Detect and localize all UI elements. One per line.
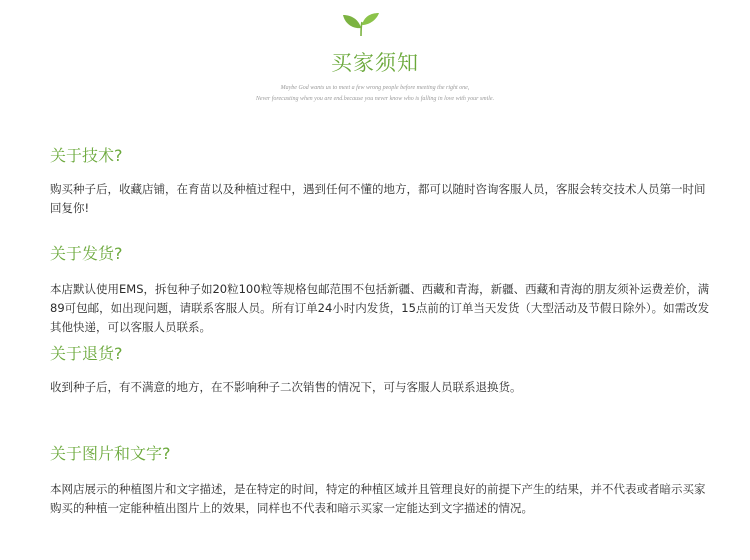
section-body-shipping: 本店默认使用EMS，拆包种子如20粒100粒等规格包邮范围不包括新疆、西藏和青海，新疆、西藏和青海的朋友须补运费差价，满89可包邮，如出现问题，请联系客服人员。所有订单24小时内发货，15点前的订单当天发货（大型活动及节假日除外）。如需改发其他快递，可以客服人员联系。	[50, 282, 710, 334]
notice-header	[0, 0, 750, 110]
section-title-returns: 关于退货?	[50, 344, 123, 363]
page-title: 买家须知	[331, 51, 419, 75]
section-title-technology: 关于技术?	[50, 146, 123, 165]
decorative-subtitle-line-1: Maybe God wants us to meet a few wrong people before meeting the right one,	[280, 85, 470, 91]
section-body-returns: 收到种子后，有不满意的地方，在不影响种子二次销售的情况下，可与客服人员联系退换货。	[50, 380, 522, 394]
section-title-images-and-text: 关于图片和文字?	[50, 444, 171, 463]
decorative-subtitle-line-2: Never forecasting when you are end.because you never know who is falling in love with your smile.	[255, 96, 495, 102]
sprout-icon	[341, 12, 381, 38]
section-title-shipping: 关于发货?	[50, 244, 123, 263]
section-body-images-and-text: 本网店展示的种植图片和文字描述，是在特定的时间，特定的种植区域并且管理良好的前提下产生的结果，并不代表或者暗示买家购买的种植一定能种植出图片上的效果，同样也不代表和暗示买家一定能达到文字描述的情况。	[50, 482, 706, 515]
section-body-technology: 购买种子后，收藏店铺，在育苗以及种植过程中，遇到任何不懂的地方，都可以随时咨询客服人员，客服会转交技术人员第一时间回复你!	[50, 182, 706, 215]
